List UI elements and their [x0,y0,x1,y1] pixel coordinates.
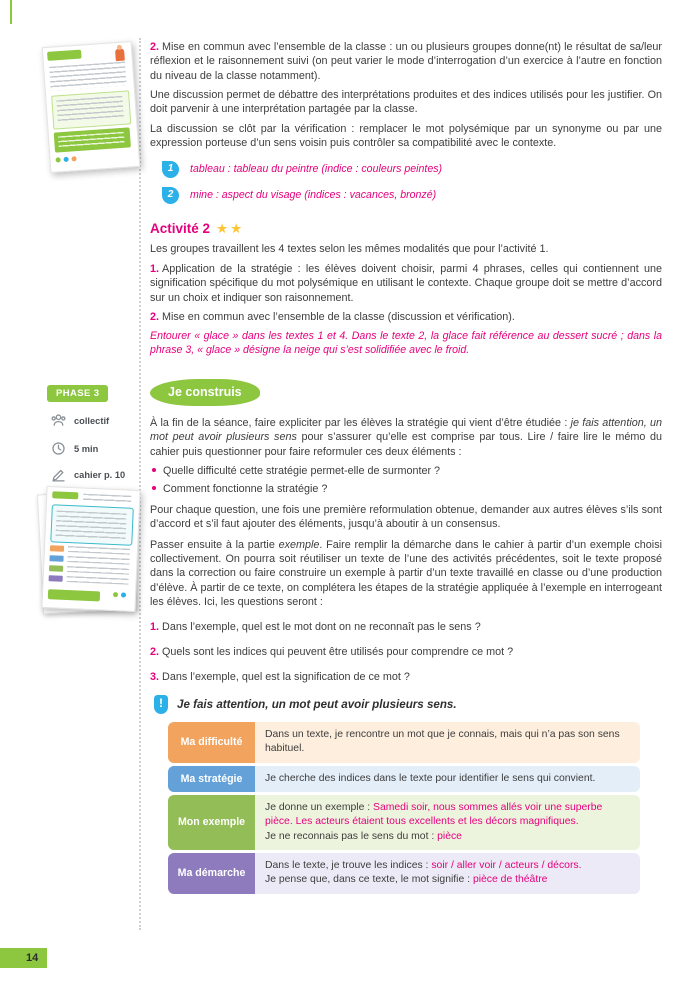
thumbnail-footer-dots [113,584,130,603]
question-item [150,670,662,684]
paragraph-text: . Faire remplir la démarche dans le cahier à partir d’un exemple choisi collectivement. On pourra soit réutiliser un texte de l’une des activités précédentes, soit le texte proposé dans la correction ou faire construire un exemple à partir d’un texte travaillé en classe ou d’une production d’élève. À partir de ce texte, on complétera les étapes de la stratégie appliquée à l’exemple en interrogeant les élèves. Ici, les questions seront : [150,538,663,608]
margin-item-cahier [50,466,125,483]
margin-item-duration [50,440,98,457]
paragraph-reformulation [150,503,662,532]
paragraph-text: Pour chaque question, une fois une première reformulation obtenue, demander aux autres élèves s’ils sont d’accord et s’il faut ajouter des éléments, jusqu’à aboutir à un consensus. [150,503,662,531]
page-number: 14 [0,948,47,968]
paragraph-fin-seance [150,416,662,459]
thumbnail-text-lines [56,510,127,539]
memo-row-content [255,722,640,763]
thumbnail-text-lines [49,62,126,91]
exemple-italic: exemple [278,538,320,551]
clock-icon [50,440,67,457]
thumbnail-character-illustration [115,49,125,62]
memo-example-text: pièce [437,830,462,842]
worksheet-thumbnail-seance [42,41,141,173]
memo-text: Dans le texte, je trouve les indices : [265,859,432,871]
thumbnail-header-band [47,50,82,61]
memo-example-text: Samedi soir, nous sommes allés voir une superbe pièce. Les acteurs étaient tous excellents et les décors magnifiques. [265,801,603,828]
memo-text: Je donne un exemple : [265,801,374,813]
bullet-icon [152,486,156,490]
page-corner-mark [10,0,12,24]
memo-text-line [265,801,630,830]
je-construis-badge: Je construis [150,379,260,406]
question-text: Quels sont les indices qui peuvent être utilisés pour comprendre ce mot ? [162,646,514,659]
question-text: Dans l’exemple, quel est le mot dont on ne reconnaît pas le sens ? [162,621,481,634]
memo-row-content [255,795,640,850]
margin-item-label: collectif [74,415,110,426]
bullet-item [152,482,662,496]
memo-title: Je fais attention, un mot peut avoir plusieurs sens. [177,697,457,711]
margin-item-label: 5 min [74,443,99,454]
memo-row-strategie [168,766,640,792]
question-text: Dans l’exemple, quel est la signification de ce mot ? [162,671,410,684]
memo-text-line [265,859,630,873]
answer-list [162,161,662,204]
memo-row-demarche [168,853,640,894]
drop-number-icon: 1 [162,161,179,178]
activity-2-heading [150,220,662,238]
memo-row-exemple [168,795,640,850]
memo-row-content [255,853,640,894]
memo-text-line [265,830,630,844]
paragraph-mise-en-commun-2 [150,310,662,324]
item-number: 1. [150,262,160,275]
paragraph-verification [150,122,662,151]
margin-item-label: cahier p. 10 [74,469,126,480]
answer-item [162,161,662,178]
thumbnail-text-lines [83,494,131,504]
paragraph-mise-en-commun [150,40,662,83]
memo-row-label: Mon exemple [168,795,255,850]
memo-text: Je pense que, dans ce texte, le mot signifie : [265,874,473,886]
item-number: 2. [150,41,160,53]
correction-text: Entourer « glace » dans les textes 1 et 4. Dans le texte 2, la glace fait référence au dessert sucré ; dans la phrase 3, « glace » désigne la neige qui s’est solidifiée avec le froid. [150,330,662,357]
paragraph-text: La discussion se clôt par la vérification : remplacer le mot polysémique par un synonyme ou par une expression porteuse d’un sens voisin puis contrôler sa compatibilité avec le contexte. [150,122,662,150]
memo-table [168,722,640,894]
paragraph-activity-intro [150,242,662,256]
memo-text: Je cherche des indices dans le texte pour identifier le sens qui convient. [265,772,596,784]
thumbnail-exercise-box [51,90,131,129]
thumbnail-footer-dots [55,148,80,168]
memo-row-label: Ma démarche [168,853,255,894]
thumbnail-text-lines [58,132,125,149]
thumbnail-text-lines [56,96,123,123]
answer-text: tableau : tableau du peintre (indice : couleurs peintes) [190,162,443,175]
thumbnail-header-band [52,491,78,499]
difficulty-stars-icon: ★★ [216,220,245,236]
thumbnail-green-box [48,589,100,601]
phase-badge: PHASE 3 [47,385,108,402]
paragraph-exemple [150,538,662,610]
question-list [150,620,662,685]
bullet-list [152,464,662,497]
question-item [150,620,662,634]
bullet-text: Quelle difficulté cette stratégie permet-elle de surmonter ? [163,465,441,478]
paragraph-application [150,262,662,305]
memo-heading [154,695,662,714]
memo-text-line [265,873,630,887]
cahier-thumbnail [41,486,140,612]
thumbnail-memo-box [50,504,134,546]
paragraph-text: Mise en commun avec l’ensemble de la classe (discussion et vérification). [162,310,515,323]
margin-dotted-divider [139,38,141,930]
thumbnail-color-table [48,545,130,586]
memo-row-label: Ma stratégie [168,766,255,792]
memo-example-text: soir / aller voir / acteurs / décors. [431,859,582,871]
answer-item [162,187,662,204]
paragraph-text: pour s’assurer qu’elle est comprise par tous. Lire / faire lire le mémo du cahier puis questionner pour faire reformuler ces deux éléments : [150,431,662,458]
item-number: 1. [150,621,160,634]
memo-row-label: Ma difficulté [168,722,255,763]
paragraph-text: Application de la stratégie : les élèves doivent choisir, parmi 4 phrases, celles qui contiennent une signification spécifique du mot polysémique en utilisant le contexte. Chaque groupe doit se mettre d’accord sur un choix et indiquer son raisonnement. [150,262,662,304]
item-number: 3. [150,671,160,684]
activity-title-text: Activité 2 [150,220,211,236]
paragraph-text: À la fin de la séance, faire expliciter par les élèves la stratégie qui vient d’être étudiée : [150,417,571,430]
paragraph-text: Mise en commun avec l’ensemble de la classe : un ou plusieurs groupes donne(nt) le résultat de sa/leur réflexion et le raisonnement suivi (on peut varier le mode d’interrogation d’un exercice à l’autre en fonction du niveau de la classe notamment). [150,41,662,82]
memo-example-text: pièce de théâtre [472,874,548,886]
bullet-text: Comment fonctionne la stratégie ? [163,483,328,496]
paragraph-text: Une discussion permet de débattre des interprétations produites et des indices utilisés pour les justifier. On doit parvenir à une interprétation partagée par la classe. [150,89,662,116]
strategy-name-italic: je fais attention, un mot peut avoir plusieurs sens [150,417,662,444]
memo-text: Dans un texte, je rencontre un mot que je connais, mais qui n’a pas son sens habituel. [265,728,620,755]
bullet-item [152,464,662,478]
people-icon [50,412,67,429]
memo-row-content [255,766,640,792]
paragraph-text: Passer ensuite à la partie [150,538,279,551]
margin-item-collectif [50,412,109,429]
bullet-icon [152,468,156,472]
memo-row-difficulte [168,722,640,763]
main-content [150,40,662,894]
item-number: 2. [150,310,160,323]
answer-text: mine : aspect du visage (indices : vacances, bronzé) [190,188,437,201]
drop-number-icon: 2 [162,187,179,204]
paragraph-discussion [150,88,662,117]
paragraph-text: Les groupes travaillent les 4 textes selon les mêmes modalités que pour l’activité 1. [150,243,549,256]
exclamation-icon: ! [154,695,168,714]
pencil-icon [50,466,67,483]
question-item [150,645,662,659]
memo-text: Je ne reconnais pas le sens du mot : [265,830,438,842]
item-number: 2. [150,646,160,659]
